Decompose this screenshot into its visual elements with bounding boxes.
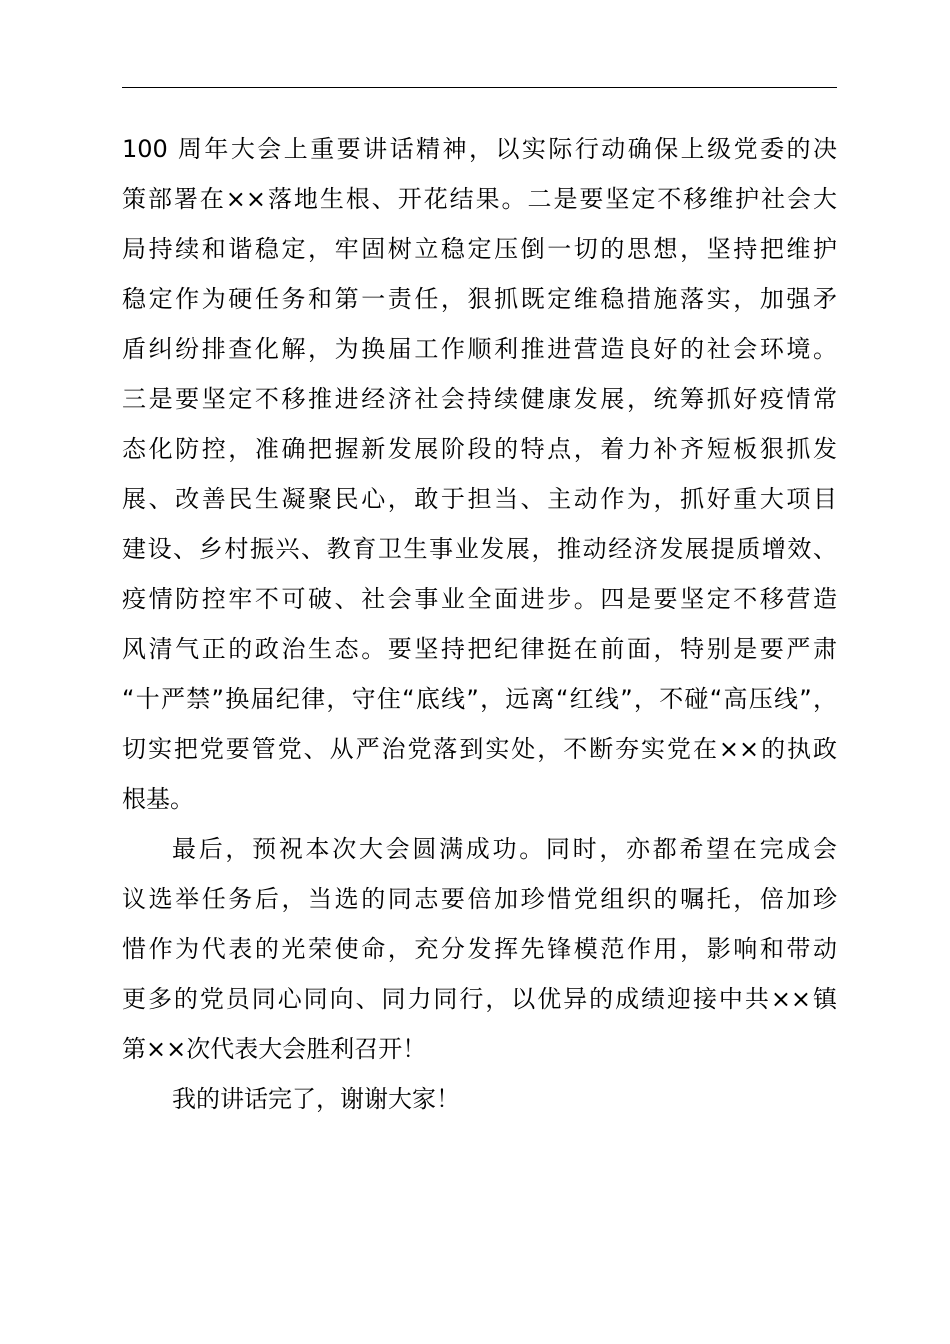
- text-line: 惜作为代表的光荣使命，充分发挥先锋模范作用，影响和带动: [122, 935, 837, 963]
- text-line: 100 周年大会上重要讲话精神，以实际行动确保上级党委的决: [122, 135, 837, 163]
- document-body: [122, 124, 837, 1124]
- text-line: 议选举任务后，当选的同志要倍加珍惜党组织的嘱托，倍加珍: [122, 885, 837, 913]
- text-line: 疫情防控牢不可破、社会事业全面进步。四是要坚定不移营造: [122, 585, 837, 613]
- text-line: 更多的党员同心同向、同力同行，以优异的成绩迎接中共××镇: [122, 985, 837, 1013]
- text-line: 三是要坚定不移推进经济社会持续健康发展，统筹抓好疫情常: [122, 385, 837, 413]
- text-line: 局持续和谐稳定，牢固树立稳定压倒一切的思想，坚持把维护: [122, 235, 837, 263]
- text-line: 盾纠纷排查化解，为换届工作顺利推进营造良好的社会环境。: [122, 335, 837, 363]
- text-line: 展、改善民生凝聚民心，敢于担当、主动作为，抓好重大项目: [122, 485, 837, 513]
- text-line: 稳定作为硬任务和第一责任，狠抓既定维稳措施落实，加强矛: [122, 285, 837, 313]
- paragraph-start-line: 最后，预祝本次大会圆满成功。同时，亦都希望在完成会: [172, 835, 837, 863]
- text-line: 切实把党要管党、从严治党落到实处，不断夯实党在××的执政: [122, 735, 837, 763]
- text-line: 风清气正的政治生态。要坚持把纪律挺在前面，特别是要严肃: [122, 635, 837, 663]
- header-rule: [122, 87, 837, 88]
- text-line: 态化防控，准确把握新发展阶段的特点，着力补齐短板狠抓发: [122, 435, 837, 463]
- text-line: “十严禁”换届纪律，守住“底线”，远离“红线”，不碰“高压线”，: [122, 685, 837, 713]
- text-line: 根基。: [122, 785, 194, 813]
- closing-line: 我的讲话完了，谢谢大家！: [172, 1085, 460, 1113]
- text-line: 策部署在××落地生根、开花结果。二是要坚定不移维护社会大: [122, 185, 837, 213]
- text-line: 建设、乡村振兴、教育卫生事业发展，推动经济发展提质增效、: [122, 535, 837, 563]
- text-line: 第××次代表大会胜利召开！: [122, 1035, 427, 1063]
